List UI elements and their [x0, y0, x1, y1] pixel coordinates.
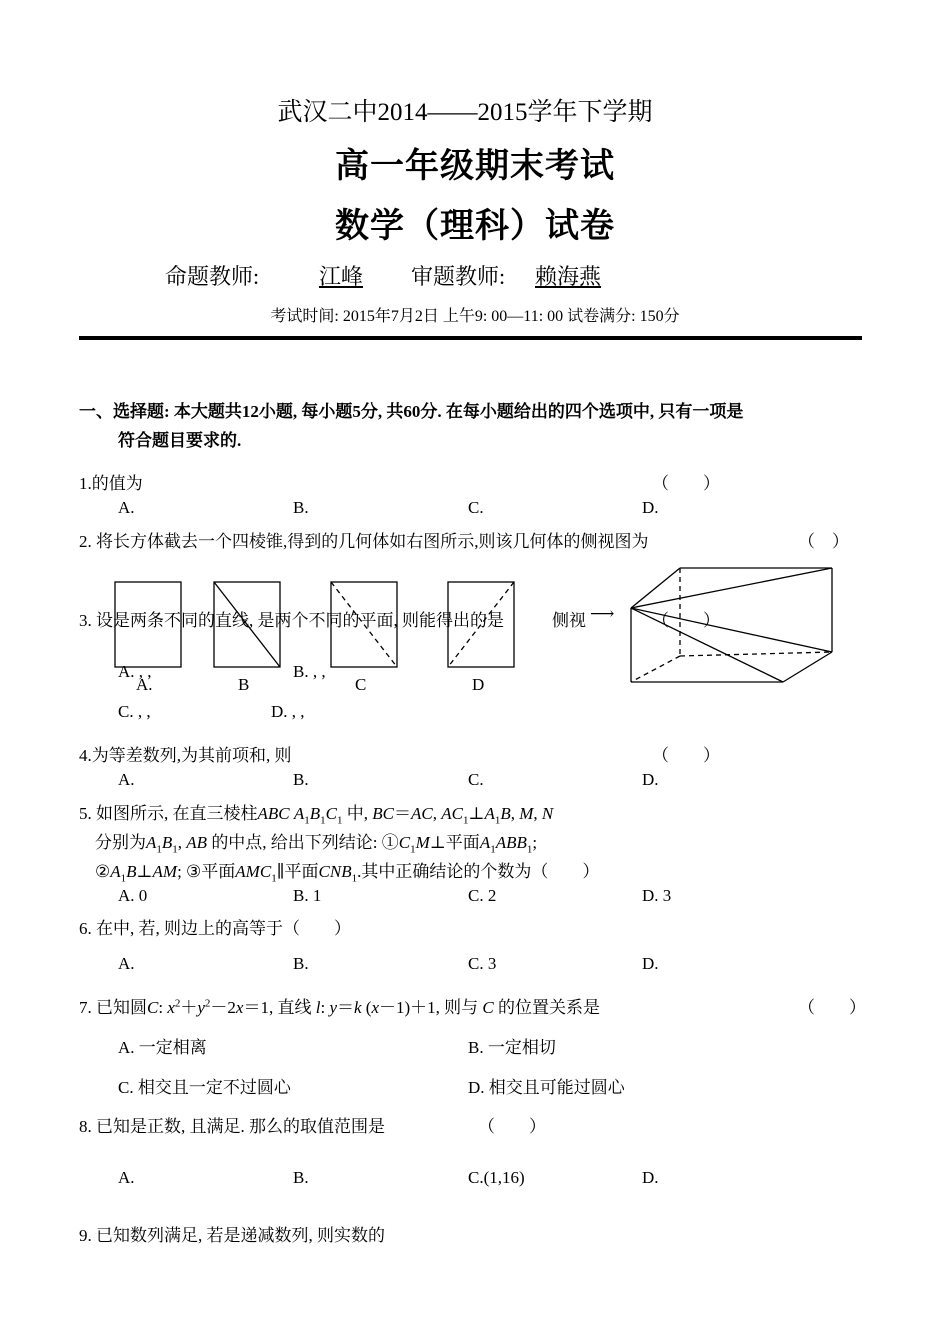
q1-stem: 1.的值为 [79, 474, 143, 493]
q6-option-a: A. [118, 954, 135, 973]
q4-answer-paren: （ ） [652, 746, 720, 765]
q4-stem: 4.为等差数列,为其前项和, 则 [79, 746, 292, 765]
q7-option-d: D. 相交且可能过圆心 [468, 1078, 625, 1097]
q2-stem: 2. 将长方体截去一个四棱锥,得到的几何体如右图所示,则该几何体的侧视图为 [79, 532, 649, 551]
q1-option-c: C. [468, 498, 484, 517]
q6-option-b: B. [293, 954, 309, 973]
school-term-title: 武汉二中2014——2015学年下学期 [277, 99, 653, 126]
q3-option-b: B. , , [293, 662, 326, 681]
exam-title: 高一年级期末考试 [335, 148, 615, 185]
q2-figure-label-a: A. [136, 675, 153, 694]
q1-answer-paren: （ ） [652, 474, 720, 493]
q6-option-d: D. [642, 954, 659, 973]
q2-figure-label-b: B [238, 675, 250, 694]
q8-stem: 8. 已知是正数, 且满足. 那么的取值范围是 [79, 1117, 385, 1136]
author-name: 江峰 [318, 264, 363, 289]
q3-option-a: A. , , [118, 662, 152, 681]
q8-option-b: B. [293, 1168, 309, 1187]
reviewer-name: 赖海燕 [535, 264, 602, 289]
q5-option-c: C. 2 [468, 886, 497, 905]
q6-option-c: C. 3 [468, 954, 497, 973]
q3-stem: 3. 设是两条不同的直线, 是两个不同的平面, 则能得出的是 [79, 611, 504, 630]
q5-option-d: D. 3 [642, 886, 672, 905]
q5-line-2: 分别为$A_1B_1$, AB 的中点, 给出下列结论: $①C_1M\perp$平面$A_1ABB_1$; [95, 833, 538, 856]
exam-info: 考试时间: 2015年7月2日 上午9: 00—11: 00 试卷满分: 150分 [270, 308, 680, 325]
side-view-label: 侧视 [552, 611, 586, 630]
q8-option-d: D. [642, 1168, 659, 1187]
header-rule [79, 336, 862, 340]
q1-option-a: A. [118, 498, 135, 517]
q2-figure-label-c: C [355, 675, 367, 694]
q7-answer-paren: （ ） [798, 998, 866, 1017]
q7-stem: 7. 已知圆C: $x^2+y^2-2x=1$, 直线 l: y＝k (x－1)＋1, 则与 C 的位置关系是 [79, 997, 601, 1017]
q4-option-b: B. [293, 770, 309, 789]
q2-figure-label-d: D [472, 675, 485, 694]
q3-answer-paren: （ ） [652, 611, 720, 630]
q7-option-c: C. 相交且一定不过圆心 [118, 1078, 291, 1097]
q4-option-d: D. [642, 770, 659, 789]
q5-line-1: 5. 如图所示, 在直三棱柱ABC $A_1B_1C_1$ 中, BC＝AC, $AC_1\perp A_1B$, M, N [79, 804, 554, 827]
q6-stem: 6. 在中, 若, 则边上的高等于（ ） [79, 919, 351, 938]
q3-option-c: C. , , [118, 702, 151, 721]
q9-stem: 9. 已知数列满足, 若是递减数列, 则实数的 [79, 1226, 385, 1245]
q5-option-a: A. 0 [118, 886, 148, 905]
section-1-instructions: 一、选择题: 本大题共12小题, 每小题5分, 共60分. 在每小题给出的四个选项中, 只有一项是 [79, 402, 744, 421]
q4-option-c: C. [468, 770, 484, 789]
section-1-instructions-cont: 符合题目要求的. [118, 431, 242, 450]
q8-option-a: A. [118, 1168, 135, 1187]
q4-option-a: A. [118, 770, 135, 789]
q5-option-b: B. 1 [293, 886, 322, 905]
side-view-arrow: ⟶ [590, 604, 615, 623]
q1-option-b: B. [293, 498, 309, 517]
q3-option-d: D. , , [271, 702, 305, 721]
author-label: 命题教师: [165, 264, 260, 289]
q7-option-a: A. 一定相离 [118, 1038, 207, 1057]
q7-option-b: B. 一定相切 [468, 1038, 556, 1057]
q8-option-c: C.(1,16) [468, 1168, 525, 1187]
q2-answer-paren: （ ） [798, 532, 849, 551]
q8-answer-paren: （ ） [478, 1117, 546, 1136]
reviewer-label: 审题教师: [411, 264, 506, 289]
q5-line-3: $②A_1B\perp AM$; ③平面$AMC_1\parallel$平面$CNB_1$.其中正确结论的个数为（ ） [95, 862, 600, 885]
paper-title: 数学（理科）试卷 [335, 208, 615, 245]
q1-option-d: D. [642, 498, 659, 517]
